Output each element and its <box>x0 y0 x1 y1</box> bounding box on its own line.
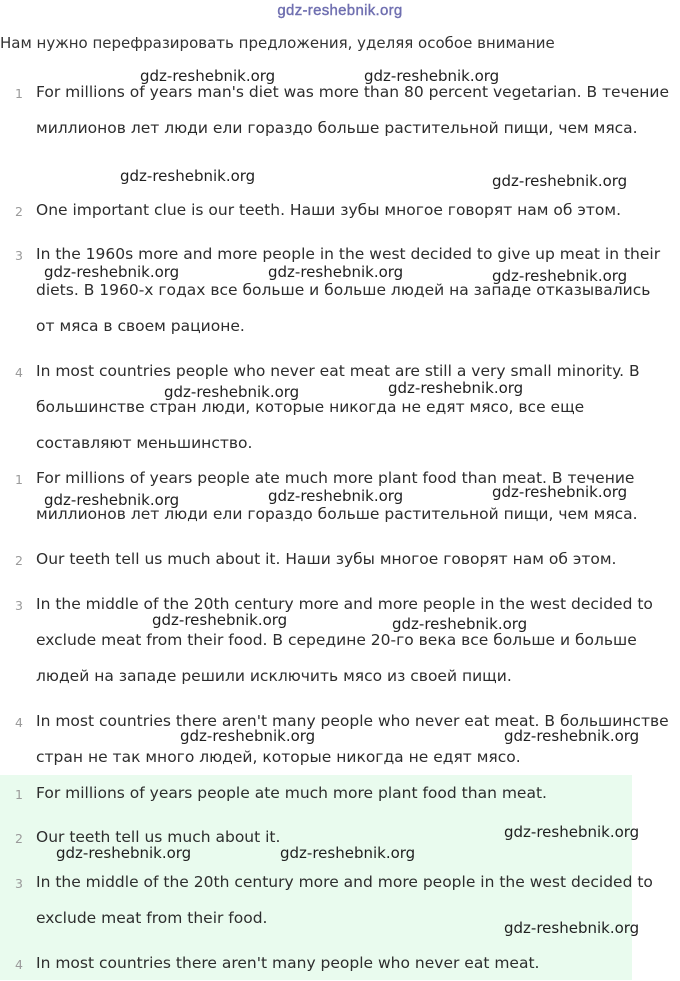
watermark: gdz-reshebnik.org <box>180 727 316 745</box>
item-number: 4 <box>15 715 23 730</box>
watermark: gdz-reshebnik.org <box>364 67 500 85</box>
sentence-item: In most countries there aren't many people who never eat meat. В большинстве стран не так много людей, которые никогда не едят мясо. <box>36 712 669 766</box>
item-number: 1 <box>15 787 23 802</box>
item-number: 3 <box>15 598 23 613</box>
watermark: gdz-reshebnik.org <box>492 483 628 501</box>
item-number: 2 <box>15 204 23 219</box>
sentence-item: One important clue is our teeth. Наши зубы многое говорят нам об этом. <box>36 201 622 219</box>
sentence-item: In the 1960s more and more people in the west decided to give up meat in their diets. В 1960-х годах все больше и больше людей на западе отказывались от мяса в своем рационе. <box>36 245 661 335</box>
sentence-item: For millions of years people ate much more plant food than meat. <box>36 784 547 802</box>
watermark: gdz-reshebnik.org <box>268 487 404 505</box>
item-number: 4 <box>15 957 23 972</box>
watermark: gdz-reshebnik.org <box>140 67 276 85</box>
watermark: gdz-reshebnik.org <box>152 611 288 629</box>
sentence-item: Our teeth tell us much about it. <box>36 828 281 846</box>
watermark: gdz-reshebnik.org <box>504 823 640 841</box>
watermark: gdz-reshebnik.org <box>44 491 180 509</box>
watermark: gdz-reshebnik.org <box>388 379 524 397</box>
item-number: 1 <box>15 86 23 101</box>
watermark: gdz-reshebnik.org <box>504 919 640 937</box>
watermark: gdz-reshebnik.org <box>392 615 528 633</box>
watermark: gdz-reshebnik.org <box>44 263 180 281</box>
sentence-item: In most countries people who never eat meat are still a very small minority. В большинстве стран люди, которые никогда не едят мясо, все еще составляют меньшинство. <box>36 362 640 452</box>
site-header-watermark: gdz-reshebnik.org <box>277 2 403 19</box>
watermark: gdz-reshebnik.org <box>120 167 256 185</box>
item-number: 3 <box>15 248 23 263</box>
sentence-item: For millions of years man's diet was more than 80 percent vegetarian. В течение миллионов лет люди ели гораздо больше растительной пищи, чем мяса. <box>36 83 670 137</box>
item-number: 2 <box>15 831 23 846</box>
watermark: gdz-reshebnik.org <box>280 844 416 862</box>
item-number: 1 <box>15 472 23 487</box>
intro-text: Нам нужно перефразировать предложения, уделяя особое внимание <box>0 34 555 52</box>
sentence-item: Our teeth tell us much about it. Наши зубы многое говорят нам об этом. <box>36 550 617 568</box>
watermark: gdz-reshebnik.org <box>504 727 640 745</box>
watermark: gdz-reshebnik.org <box>492 267 628 285</box>
item-number: 2 <box>15 553 23 568</box>
sentence-item: In most countries there aren't many people who never eat meat. <box>36 954 540 972</box>
watermark: gdz-reshebnik.org <box>492 172 628 190</box>
item-number: 3 <box>15 876 23 891</box>
watermark: gdz-reshebnik.org <box>56 844 192 862</box>
watermark: gdz-reshebnik.org <box>164 383 300 401</box>
item-number: 4 <box>15 365 23 380</box>
sentence-item: In the middle of the 20th century more and more people in the west decided to exclude meat from their food. <box>36 873 653 927</box>
watermark: gdz-reshebnik.org <box>268 263 404 281</box>
sentence-item: For millions of years people ate much more plant food than meat. В течение миллионов лет люди ели гораздо больше растительной пищи, чем мяса. <box>36 469 638 523</box>
sentence-item: In the middle of the 20th century more and more people in the west decided to exclude meat from their food. В середине 20-го века все больше и больше людей на западе решили исключить мясо из своей пищи. <box>36 595 653 685</box>
